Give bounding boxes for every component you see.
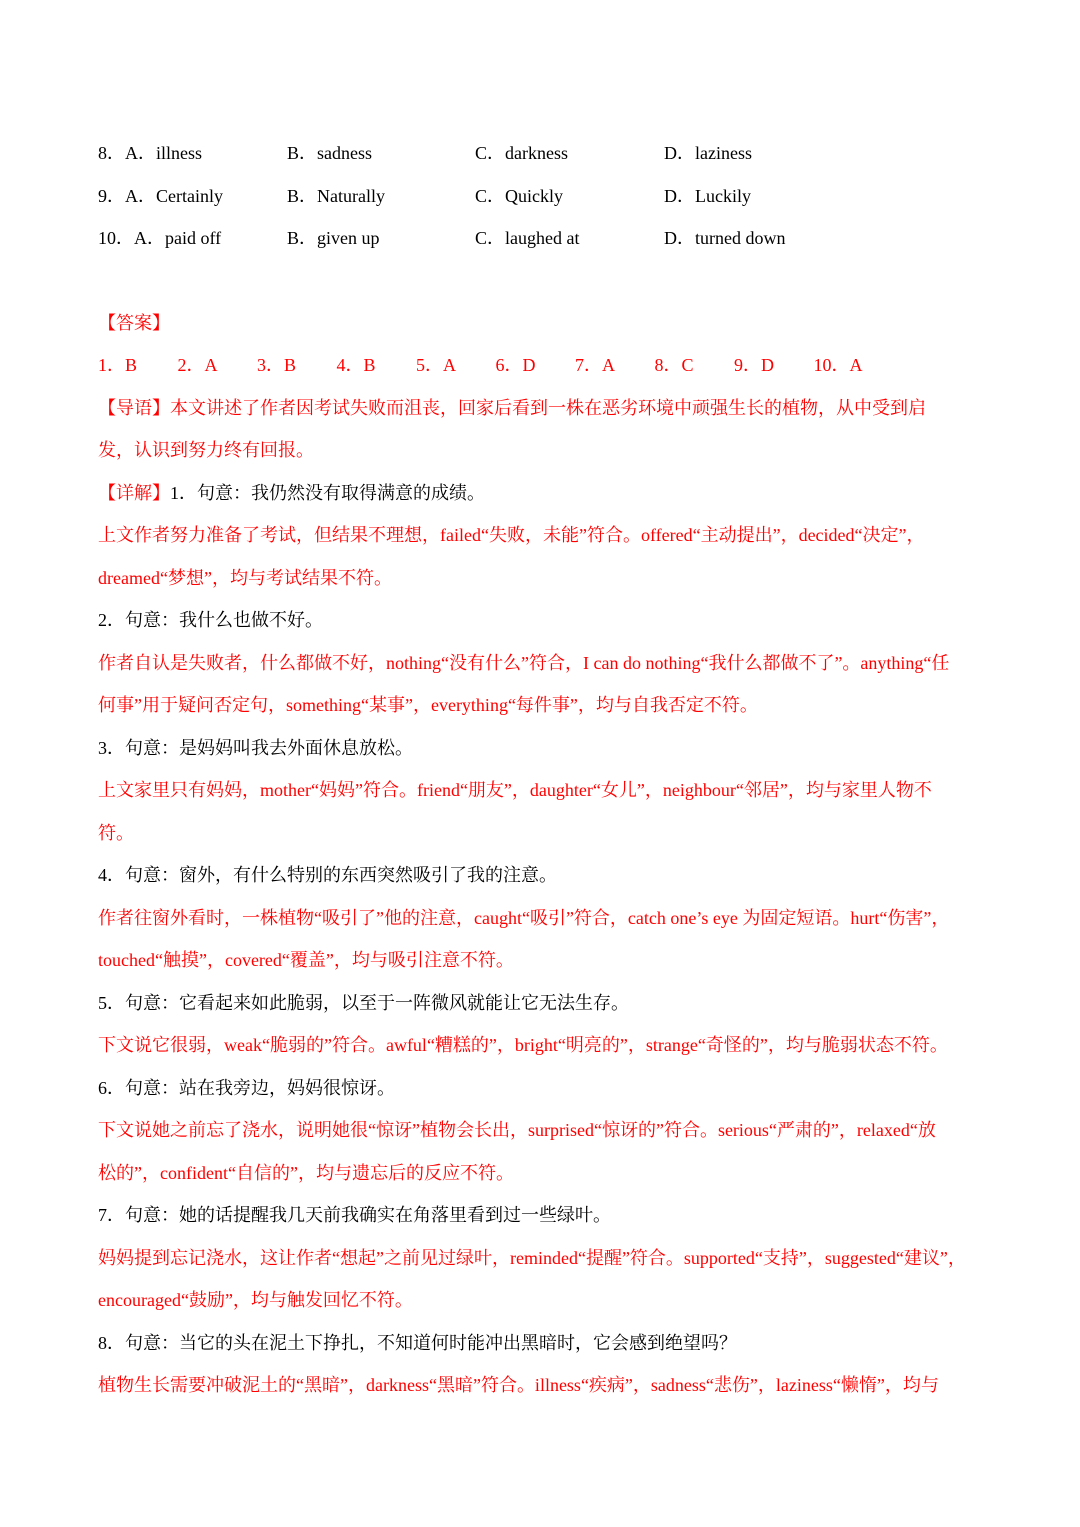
options-block [98, 132, 988, 260]
answer-item: 5．A [416, 355, 456, 375]
intro-line: 【导语】本文讲述了作者因考试失败而沮丧，回家后看到一株在恶劣环境中顽强生长的植物，从中受到启 [98, 397, 926, 418]
explanation-line: 符。 [98, 822, 134, 843]
answer-item: 8．C [654, 355, 694, 375]
sentence-meaning: 3．句意：是妈妈叫我去外面休息放松。 [98, 737, 413, 758]
answer-item: 10．A [813, 355, 863, 375]
sentence-meaning: 8．句意：当它的头在泥土下挣扎，不知道何时能冲出黑暗时，它会感到绝望吗？ [98, 1332, 737, 1353]
detail-label: 【详解】 [98, 482, 170, 503]
answer-item: 4．B [336, 355, 376, 375]
explanation-line: 植物生长需要冲破泥土的“黑暗”，darkness“黑暗”符合。illness“疾病”，sadness“悲伤”，laziness“懒惰”，均与 [98, 1375, 939, 1395]
sentence-meaning: 1．句意：我仍然没有取得满意的成绩。 [170, 482, 485, 503]
option-row-10 [98, 217, 988, 260]
option-b: B．given up [287, 228, 380, 248]
sentence-meaning: 6．句意：站在我旁边，妈妈很惊讶。 [98, 1077, 395, 1098]
explanation-line: 上文家里只有妈妈，mother“妈妈”符合。friend“朋友”，daughter“女儿”，neighbour“邻居”，均与家里人物不 [98, 780, 932, 800]
explanation-line: 何事”用于疑问否定句，something“某事”，everything“每件事”，均与自我否定不符。 [98, 695, 758, 715]
answer-item: 6．D [495, 355, 536, 375]
option-row-9 [98, 175, 988, 218]
explanation-line: touched“触摸”，covered“覆盖”，均与吸引注意不符。 [98, 950, 514, 970]
option-d: D．turned down [664, 228, 786, 248]
answer-item: 2．A [177, 355, 218, 375]
option-d: D．laziness [664, 143, 752, 163]
explanation-line: 妈妈提到忘记浇水，这让作者“想起”之前见过绿叶，reminded“提醒”符合。supported“支持”，suggested“建议”， [98, 1247, 966, 1268]
option-a: 8．A．illness [98, 143, 203, 163]
section-gap [98, 260, 988, 302]
answer-item: 3．B [257, 355, 297, 375]
document-page [98, 132, 988, 1407]
option-row-8 [98, 132, 988, 175]
explanation-line: 作者往窗外看时，一株植物“吸引了”他的注意，caught“吸引”符合，catch one’s eye 为固定短语。hurt“伤害”， [98, 907, 950, 928]
option-c: C．Quickly [475, 185, 563, 206]
intro-line: 发，认识到努力终有回报。 [98, 440, 314, 460]
option-d: D．Luckily [664, 185, 751, 206]
option-c: C．darkness [475, 143, 568, 163]
answer-heading: 【答案】 [98, 312, 170, 333]
option-a: 10．A．paid off [98, 228, 222, 248]
sentence-meaning: 7．句意：她的话提醒我几天前我确实在角落里看到过一些绿叶。 [98, 1205, 611, 1225]
explanation-line: 下文说她之前忘了浇水，说明她很“惊讶”植物会长出，surprised“惊讶的”符合。serious“严肃的”，relaxed“放 [98, 1120, 936, 1140]
explanation-line: encouraged“鼓励”，均与触发回忆不符。 [98, 1290, 413, 1310]
answer-item: 9．D [734, 355, 774, 375]
explanation-block [98, 387, 988, 1407]
explanation-line: 下文说它很弱，weak“脆弱的”符合。awful“糟糕的”，bright“明亮的”，strange“奇怪的”，均与脆弱状态不符。 [98, 1035, 948, 1055]
option-c: C．laughed at [475, 228, 580, 248]
explanation-line: 作者自认是失败者，什么都做不好，nothing“没有什么”符合，I can do nothing“我什么都做不了”。anything“任 [98, 652, 950, 673]
explanation-line: 松的”，confident“自信的”，均与遗忘后的反应不符。 [98, 1162, 514, 1183]
option-b: B．sadness [287, 143, 372, 163]
sentence-meaning: 4．句意：窗外，有什么特别的东西突然吸引了我的注意。 [98, 865, 557, 885]
option-a: 9．A．Certainly [98, 185, 223, 206]
sentence-meaning: 5．句意：它看起来如此脆弱，以至于一阵微风就能让它无法生存。 [98, 992, 629, 1013]
explanation-line: 上文作者努力准备了考试，但结果不理想，failed“失败，未能”符合。offered“主动提出”，decided“决定”， [98, 525, 925, 545]
option-b: B．Naturally [287, 185, 385, 206]
answer-item: 7．A [575, 355, 615, 375]
explanation-line: dreamed“梦想”，均与考试结果不符。 [98, 567, 392, 588]
detail-heading-line [98, 472, 988, 515]
answer-item: 1．B [98, 355, 138, 375]
sentence-meaning: 2．句意：我什么也做不好。 [98, 610, 323, 630]
answer-key [98, 344, 988, 387]
